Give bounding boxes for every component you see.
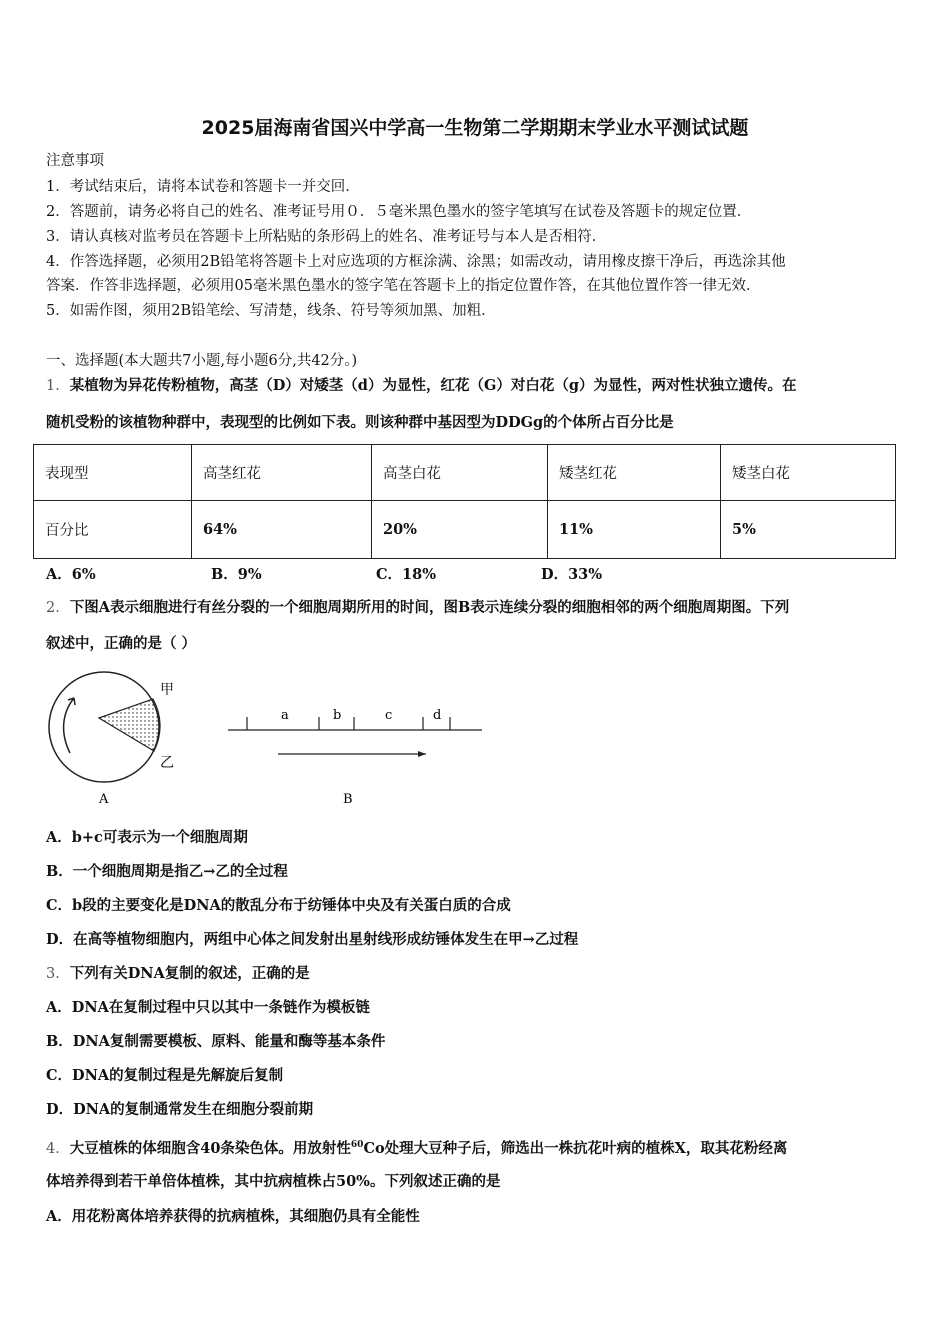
table-header-cell: 表现型 [34,445,192,501]
q4-isotope-mass: 60 [350,1140,364,1150]
phenotype-table [33,444,896,559]
table-header-cell: 矮茎红花 [548,445,721,501]
q1-option-b: B．9% [211,566,262,583]
q2-stem-text-1: 下图A表示细胞进行有丝分裂的一个细胞周期所用的时间，图B表示连续分裂的细胞相邻的两个细胞周期图。下列 [69,599,790,616]
q4-stem-line1 [46,1135,787,1159]
notice-item: 4．作答选择题，必须用2B铅笔将答题卡上对应选项的方框涂满、涂黑；如需改动，请用橡皮擦干净后，再选涂其他 [46,254,786,270]
segment-label-a: a [281,708,289,723]
table-row-label: 百分比 [34,501,192,559]
q2-number: 2． [46,600,70,616]
notice-item: 答案．作答非选择题，必须用05毫米黑色墨水的签字笔在答题卡上的指定位置作答，在其他位置作答一律无效． [46,278,761,294]
q3-option-a: A．DNA在复制过程中只以其中一条链作为模板链 [46,999,370,1016]
q2-option-b: B．一个细胞周期是指乙→乙的全过程 [46,863,288,880]
q1-option-a: A．6% [46,566,96,583]
q3-number: 3． [46,966,70,982]
segment-label-d: d [433,708,442,723]
q1-stem-line1 [46,376,796,396]
q3-option-d: D．DNA的复制通常发生在细胞分裂前期 [46,1101,314,1118]
q2-option-c: C．b段的主要变化是DNA的散乱分布于纺锤体中央及有关蛋白质的合成 [46,897,511,914]
figure-b-label: B [343,792,353,807]
q2-option-d: D．在高等植物细胞内，两组中心体之间发射出星射线形成纺锤体发生在甲→乙过程 [46,931,579,948]
table-cell: 11% [548,501,721,559]
label-yi: 乙 [160,755,174,771]
q2-option-a: A．b+c可表示为一个细胞周期 [46,829,248,846]
cycle-direction-arrow [64,698,74,753]
section-heading: 一、选择题(本大题共7小题,每小题6分,共42分。) [46,353,358,369]
q3-option-b: B．DNA复制需要模板、原料、能量和酶等基本条件 [46,1033,386,1050]
table-cell: 5% [721,501,896,559]
time-arrowhead [418,751,426,757]
table-header-row [34,445,896,501]
notice-item: 5．如需作图，须用2B铅笔绘、写清楚，线条、符号等须加黑、加粗． [46,303,496,319]
table-row [34,501,896,559]
page-title: 2025届海南省国兴中学高一生物第二学期期末学业水平测试试题 [201,117,749,139]
q4-number: 4． [46,1140,70,1157]
table-header-cell: 矮茎白花 [721,445,896,501]
table-cell: 20% [372,501,548,559]
figure-a-label: A [99,792,109,807]
notice-item: 2．答题前，请务必将自己的姓名、准考证号用０．５毫米黑色墨水的签字笔填写在试卷及答题卡的规定位置． [46,204,752,220]
q1-option-d: D．33% [541,566,603,583]
q1-option-c: C．18% [376,566,436,583]
q1-number: 1． [46,378,70,394]
label-jia: 甲 [160,682,174,698]
q4-stem-line2: 体培养得到若干单倍体植株，其中抗病植株占50%。下列叙述正确的是 [46,1173,501,1190]
q1-stem-line2: 随机受粉的该植物种群中，表现型的比例如下表。则该种群中基因型为DDGg的个体所占百分比是 [46,414,674,431]
table-cell: 64% [192,501,372,559]
notice-item: 3．请认真核对监考员在答题卡上所粘贴的条形码上的姓名、准考证号与本人是否相符． [46,229,607,245]
notice-heading: 注意事项 [46,153,104,169]
q1-stem-text-1: 某植物为异花传粉植物，高茎（D）对矮茎（d）为显性，红花（G）对白花（g）为显性，两对性状独立遗传。在 [69,377,797,394]
q4-stem-text-1b: Co处理大豆种子后，筛选出一株抗花叶病的植株X，取其花粉经离 [363,1139,788,1157]
q2-stem-line2: 叙述中，正确的是（ ） [46,635,197,652]
cell-cycle-figure [40,668,500,810]
q2-stem-line1 [46,598,789,618]
table-header-cell: 高茎白花 [372,445,548,501]
q4-stem-text-1a: 大豆植株的体细胞含40条染色体。用放射性 [69,1139,351,1157]
segment-label-c: c [385,708,393,723]
q4-option-a: A．用花粉离体培养获得的抗病植株，其细胞仍具有全能性 [46,1208,420,1225]
division-phase-sector [99,699,160,751]
segment-label-b: b [333,708,342,723]
q3-option-c: C．DNA的复制过程是先解旋后复制 [46,1067,284,1084]
q3-stem [46,964,310,984]
q3-stem-text: 下列有关DNA复制的叙述，正确的是 [69,965,310,982]
table-header-cell: 高茎红花 [192,445,372,501]
notice-item: 1．考试结束后，请将本试卷和答题卡一并交回． [46,179,360,195]
